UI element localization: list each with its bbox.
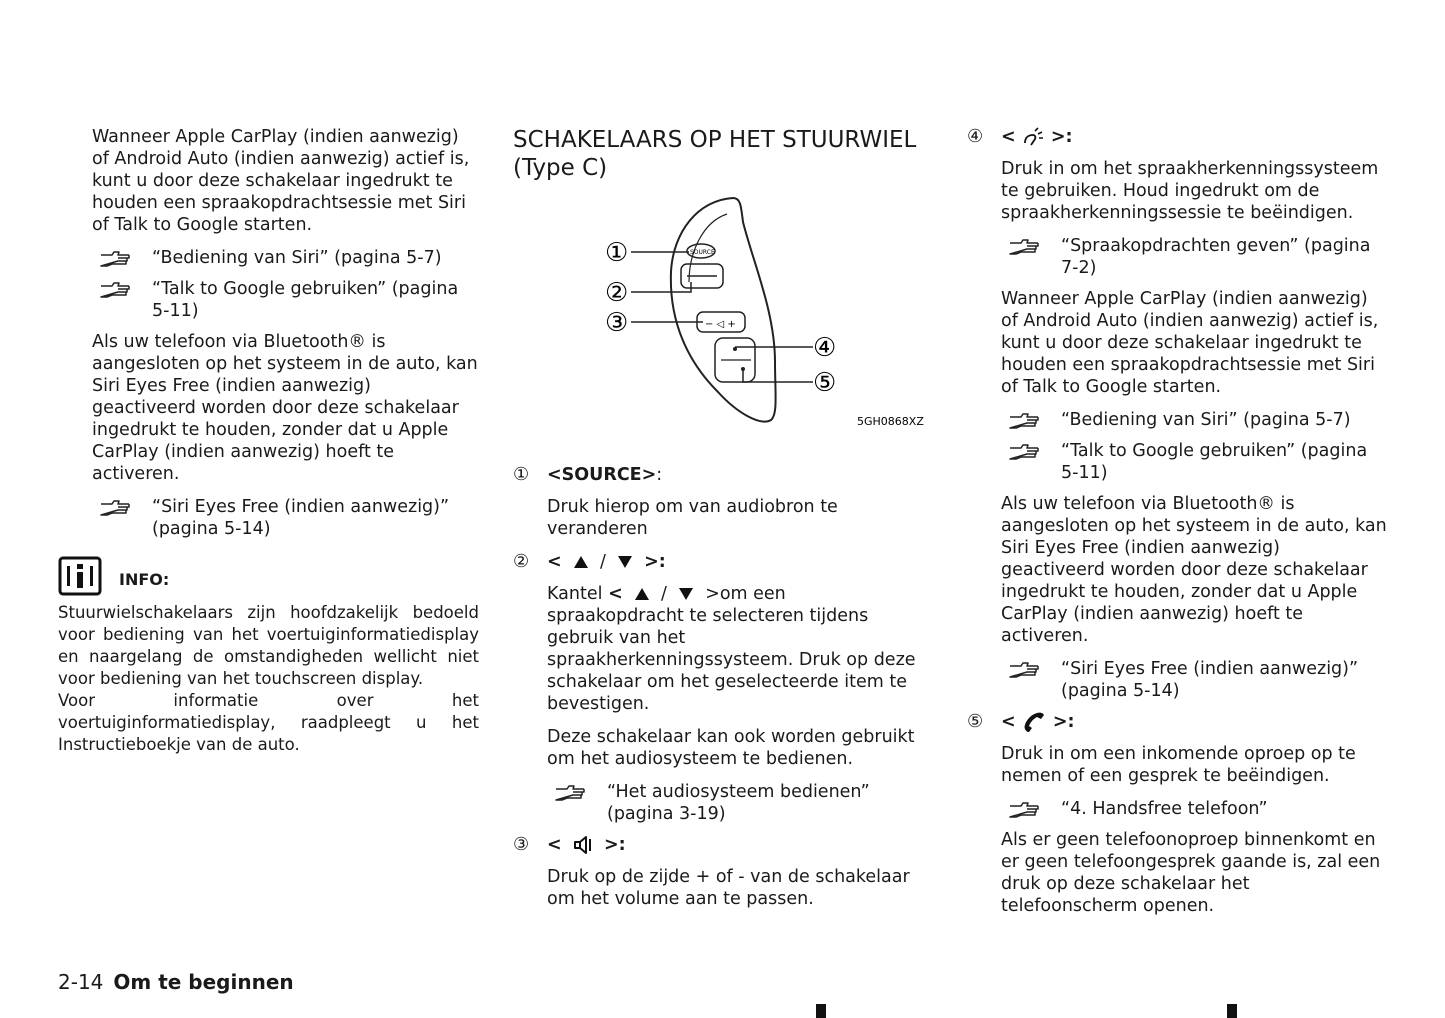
reference-text[interactable]: “Siri Eyes Free (indien aanwezig)” (pagina 5-14): [152, 497, 450, 539]
bracket-close: >:: [1050, 127, 1073, 147]
item-rocker-text: Kantel < / >om een spraakopdracht te selecteren tijdens gebruik van het spraakherkenningssysteem. Druk op deze schakelaar om het geselecteerde item te bevestigen.: [547, 584, 916, 714]
bracket-open: <: [547, 835, 562, 855]
triangle-down-icon: [678, 587, 694, 601]
separator: /: [599, 552, 606, 572]
pointing-hand-icon: [1009, 660, 1041, 678]
item-number: ③: [513, 834, 530, 855]
reference-text[interactable]: “Het audiosysteem bedienen” (pagina 3-19): [607, 782, 870, 824]
pointing-hand-icon: [100, 498, 132, 516]
item-number: ④: [967, 126, 984, 147]
pointing-hand-icon: [555, 783, 587, 801]
cross-reference: [1001, 235, 1387, 279]
item-number: ②: [513, 551, 530, 572]
speaker-icon: [573, 835, 593, 855]
cross-reference: [1001, 798, 1387, 820]
paragraph-phone-screen: Als er geen telefoonoproep binnenkomt en er geen telefoongesprek gaande is, zal een druk op deze schakelaar het telefoonscherm openen.: [1001, 830, 1381, 916]
item-rocker-body: >om een spraakopdracht te selecteren tijdens gebruik van het spraakherkenningssysteem. Druk op deze schakelaar om het geselecteerde item te bevestigen.: [547, 584, 916, 714]
item-rocker: [513, 551, 927, 573]
reference-text[interactable]: “Bediening van Siri” (pagina 5-7): [1061, 410, 1351, 430]
bracket-open: <: [1001, 712, 1016, 732]
item-talk: [967, 126, 1387, 148]
paragraph-carplay: Wanneer Apple CarPlay (indien aanwezig) of Android Auto (indien aanwezig) actief is, kunt u door deze schakelaar ingedrukt te houden een spraakopdrachtsessie met Siri of Talk to Google starten.: [1001, 289, 1379, 397]
paragraph-bluetooth: Als uw telefoon via Bluetooth® is aangesloten op het systeem in de auto, kan Siri Eyes Free (indien aanwezig) geactiveerd worden door deze schakelaar ingedrukt te houden, zonder dat u Apple CarPlay (indien aanwezig) hoeft te activeren.: [92, 332, 478, 484]
info-paragraph: Voor informatie over het voertuiginformatiedisplay, raadpleegt u het Instructieboekje van de auto.: [58, 691, 479, 754]
voice-talk-icon: [1021, 127, 1045, 147]
callout-1: ①: [605, 238, 629, 268]
cross-reference: [1001, 658, 1387, 702]
info-icon: [58, 556, 102, 596]
item-source-text: Druk hierop om van audiobron te veranderen: [547, 497, 838, 539]
pointing-hand-icon: [100, 249, 132, 267]
item-volume: [513, 834, 927, 856]
cross-reference: [92, 278, 480, 322]
page-marker: [1227, 1004, 1237, 1018]
pointing-hand-icon: [100, 280, 132, 298]
pointing-hand-icon: [1009, 411, 1041, 429]
pointing-hand-icon: [1009, 800, 1041, 818]
bracket-close: >:: [1052, 712, 1075, 732]
column-right: [967, 126, 1387, 928]
figure-code: 5GH0868XZ: [857, 415, 924, 428]
reference-text[interactable]: “Bediening van Siri” (pagina 5-7): [152, 248, 442, 268]
reference-text[interactable]: “Talk to Google gebruiken” (pagina 5-11): [1061, 441, 1368, 483]
triangle-up-icon: [573, 555, 589, 569]
column-middle-items: [513, 464, 927, 921]
page-number: 2-14: [58, 970, 104, 994]
reference-text[interactable]: “Talk to Google gebruiken” (pagina 5-11): [152, 279, 459, 321]
reference-text[interactable]: “Siri Eyes Free (indien aanwezig)” (pagina 5-14): [1061, 659, 1359, 701]
bracket-open: <: [547, 552, 562, 572]
pointing-hand-icon: [1009, 442, 1041, 460]
reference-text[interactable]: “Spraakopdrachten geven” (pagina 7-2): [1061, 236, 1371, 278]
item-number: ①: [513, 464, 530, 485]
section-name: Om te beginnen: [113, 970, 294, 994]
bracket-close: >:: [603, 835, 626, 855]
item-colon: :: [656, 465, 663, 485]
phone-icon: [1021, 711, 1047, 733]
bracket-close: >:: [644, 552, 666, 572]
cross-reference: [92, 247, 480, 269]
info-paragraph: Stuurwielschakelaars zijn hoofdzakelijk bedoeld voor bediening van het voertuiginformatiedisplay en naargelang de omstandigheden wellicht niet voor bediening van het touchscreen display.: [58, 603, 479, 688]
cross-reference: [1001, 409, 1387, 431]
cross-reference: [547, 781, 927, 825]
page-marker: [816, 1004, 826, 1018]
switch-panel-outline: [671, 198, 776, 422]
info-label: INFO:: [119, 570, 170, 589]
steering-wheel-switch-figure: [513, 192, 927, 434]
callout-3: ③: [605, 308, 629, 338]
callout-5: ⑤: [813, 368, 837, 398]
section-title: SCHAKELAARS OP HET STUURWIEL (Type C): [513, 127, 917, 181]
item-talk-text: Druk in om het spraakherkenningssysteem te gebruiken. Houd ingedrukt om de spraakherkenningssessie te beëindigen.: [1001, 159, 1379, 223]
item-phone: [967, 711, 1387, 733]
info-text: [58, 602, 479, 756]
page-footer: [58, 970, 294, 994]
column-middle: [513, 126, 927, 196]
item-rocker-pre: Kantel: [547, 584, 603, 604]
cross-reference: [1001, 440, 1387, 484]
item-rocker-audio-text: Deze schakelaar kan ook worden gebruikt om het audiosysteem te bedienen.: [547, 727, 915, 769]
bracket-open: <: [1001, 127, 1016, 147]
callout-2: ②: [605, 278, 629, 308]
pointing-hand-icon: [1009, 237, 1041, 255]
cross-reference: [92, 496, 480, 540]
figure-source-label: SOURCE: [690, 249, 715, 256]
triangle-up-icon: [634, 587, 650, 601]
item-phone-text: Druk in om een inkomende oproep op te nemen of een gesprek te beëindigen.: [1001, 744, 1356, 786]
column-left: [92, 126, 480, 549]
item-heading: <SOURCE>: [547, 465, 657, 485]
paragraph-carplay: Wanneer Apple CarPlay (indien aanwezig) of Android Auto (indien aanwezig) actief is, kunt u door deze schakelaar ingedrukt te houden een spraakopdrachtsessie met Siri of Talk to Google starten.: [92, 127, 470, 235]
callout-4: ④: [813, 333, 837, 363]
reference-text[interactable]: “4. Handsfree telefoon”: [1061, 799, 1268, 819]
triangle-down-icon: [617, 555, 633, 569]
item-source: [513, 464, 927, 486]
item-number: ⑤: [967, 711, 984, 732]
paragraph-bluetooth: Als uw telefoon via Bluetooth® is aangesloten op het systeem in de auto, kan Siri Eyes Free (indien aanwezig) geactiveerd worden door deze schakelaar ingedrukt te houden, zonder dat u Apple CarPlay (indien aanwezig) hoeft te activeren.: [1001, 494, 1387, 646]
svg-text:− ◁ +: − ◁ +: [705, 319, 736, 330]
item-volume-text: Druk op de zijde + of - van de schakelaar om het volume aan te passen.: [547, 867, 910, 909]
